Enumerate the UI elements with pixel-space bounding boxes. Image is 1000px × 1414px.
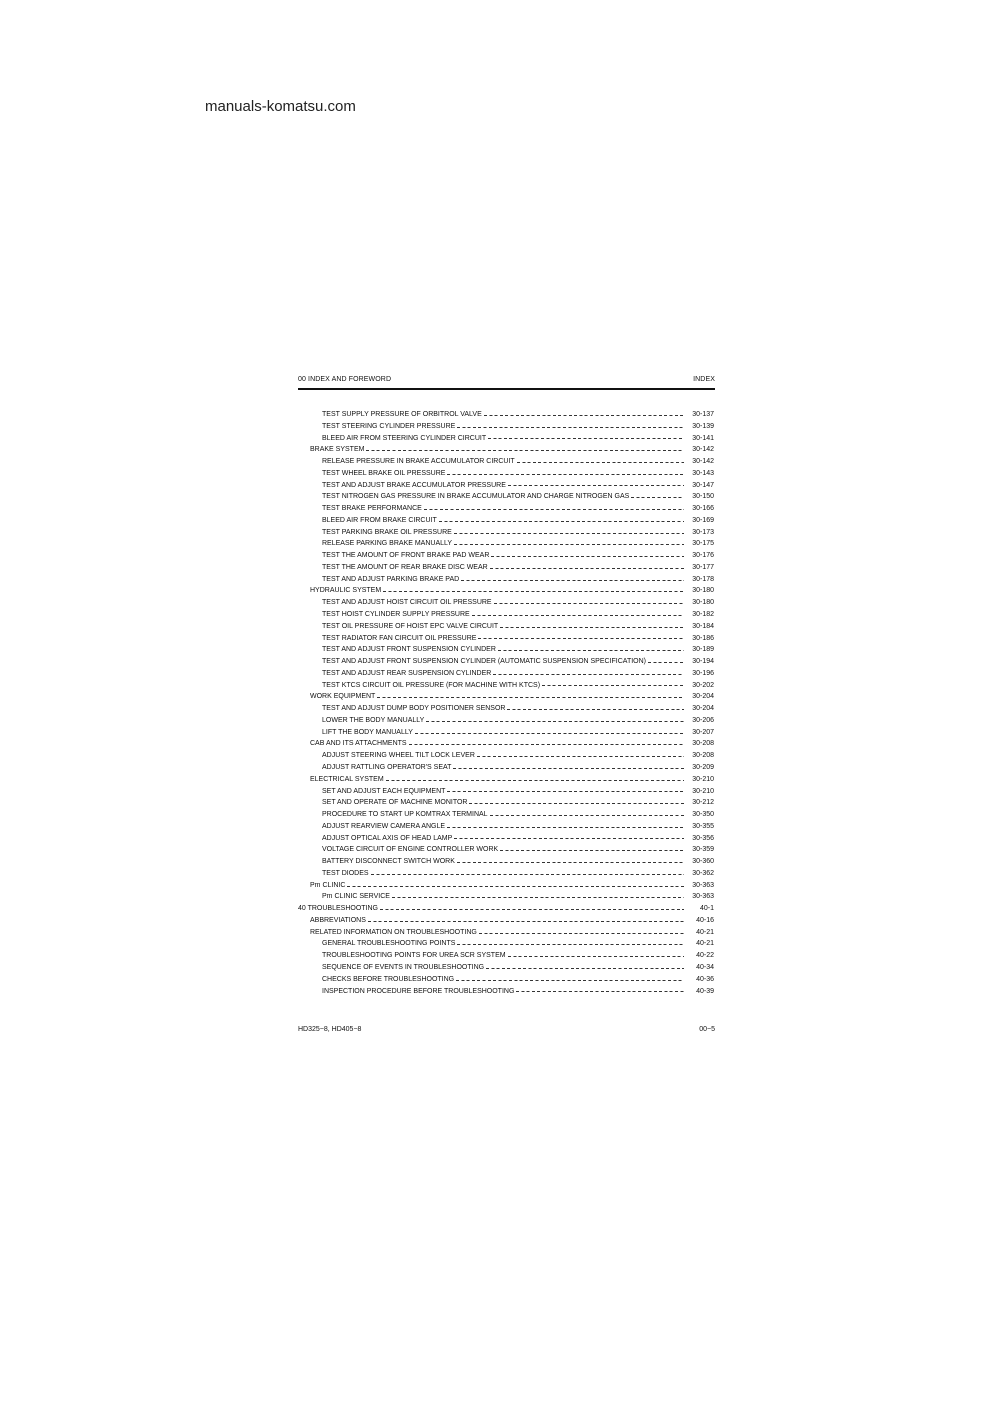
toc-entry-page: 30-208: [692, 740, 714, 748]
toc-entry-page: 40-22: [696, 952, 714, 960]
toc-entry-page: 30-363: [692, 893, 714, 901]
toc-entry[interactable]: [298, 633, 714, 645]
toc-entry-title: TEST HOIST CYLINDER SUPPLY PRESSURE: [322, 611, 470, 619]
toc-entry[interactable]: [298, 538, 714, 550]
toc-entry-page: 30-196: [692, 669, 714, 677]
toc-entry-page: 30-204: [692, 693, 714, 701]
toc-entry-page: 30-359: [692, 846, 714, 854]
dot-leader: [648, 662, 684, 663]
toc-entry-title: TEST THE AMOUNT OF FRONT BRAKE PAD WEAR: [322, 552, 490, 560]
toc-entry-title: TEST STEERING CYLINDER PRESSURE: [322, 422, 456, 430]
toc-entry-title: SET AND ADJUST EACH EQUIPMENT: [322, 787, 446, 795]
toc-entry[interactable]: [298, 738, 714, 750]
toc-entry-page: 30-166: [692, 505, 714, 513]
toc-entry-page: 30-141: [692, 434, 714, 442]
toc-entry-page: 30-207: [692, 728, 714, 736]
dot-leader: [424, 509, 684, 510]
dot-leader: [447, 474, 684, 475]
toc-entry[interactable]: [298, 938, 714, 950]
dot-leader: [477, 756, 684, 757]
toc-entry-title: LOWER THE BODY MANUALLY: [322, 716, 425, 724]
toc-entry-page: 30-180: [692, 587, 714, 595]
toc-entry-title: RELEASE PARKING BRAKE MANUALLY: [322, 540, 453, 548]
toc-entry-title: Pm CLINIC SERVICE: [322, 893, 390, 901]
toc-entry[interactable]: [298, 409, 714, 421]
toc-entry-page: 40-21: [696, 928, 714, 936]
toc-entry[interactable]: [298, 574, 714, 586]
toc-entry-title: TEST AND ADJUST PARKING BRAKE PAD: [322, 575, 460, 583]
dot-leader: [516, 991, 684, 992]
toc-entry-title: TEST AND ADJUST REAR SUSPENSION CYLINDER: [322, 669, 492, 677]
toc-entry-page: 30-143: [692, 469, 714, 477]
toc-entry[interactable]: [298, 750, 714, 762]
toc-entry-page: 40-1: [699, 905, 714, 913]
toc-entry-title: HYDRAULIC SYSTEM: [310, 587, 382, 595]
toc-entry-page: 30-137: [692, 411, 714, 418]
toc-entry[interactable]: [298, 515, 714, 527]
toc-entry-title: SEQUENCE OF EVENTS IN TROUBLESHOOTING: [322, 963, 485, 971]
toc-entry-page: 30-180: [692, 599, 714, 607]
toc-entry-title: TEST THE AMOUNT OF REAR BRAKE DISC WEAR: [322, 563, 488, 571]
dot-leader: [494, 603, 684, 604]
toc-entry-title: TEST BRAKE PERFORMANCE: [322, 505, 422, 513]
toc-entry-page: 30-177: [692, 563, 714, 571]
dot-leader: [479, 933, 684, 934]
toc-entry-page: 40-36: [696, 975, 714, 983]
toc-entry-page: 30-139: [692, 422, 714, 430]
dot-leader: [542, 685, 684, 686]
dot-leader: [447, 791, 684, 792]
toc-entry-title: TEST OIL PRESSURE OF HOIST EPC VALVE CIRCUIT: [322, 622, 499, 630]
toc-entry-page: 30-169: [692, 516, 714, 524]
dot-leader: [484, 415, 684, 416]
toc-entry[interactable]: [298, 797, 714, 809]
toc-entry-title: TEST PARKING BRAKE OIL PRESSURE: [322, 528, 452, 536]
toc-entry-page: 30-176: [692, 552, 714, 560]
toc-entry[interactable]: [298, 456, 714, 468]
header-index-label: INDEX: [693, 376, 715, 383]
toc-entry-title: WORK EQUIPMENT: [310, 693, 376, 701]
toc-entry-page: 30-360: [692, 858, 714, 866]
toc-entry-page: 30-204: [692, 705, 714, 713]
toc-entry-page: 30-355: [692, 822, 714, 830]
toc-entry-title: CHECKS BEFORE TROUBLESHOOTING: [322, 975, 455, 983]
header-rule: [298, 388, 715, 390]
toc-entry[interactable]: [298, 868, 714, 880]
toc-entry[interactable]: [298, 903, 714, 915]
toc-entry-title: CAB AND ITS ATTACHMENTS: [310, 740, 407, 748]
toc-entry-page: 30-350: [692, 811, 714, 819]
table-of-contents: [298, 409, 714, 997]
page-header: [298, 376, 715, 383]
toc-entry-page: 30-362: [692, 869, 714, 877]
toc-entry[interactable]: [298, 727, 714, 739]
toc-entry[interactable]: [298, 444, 714, 456]
toc-entry[interactable]: [298, 421, 714, 433]
header-section-title: 00 INDEX AND FOREWORD: [298, 376, 392, 383]
toc-entry[interactable]: [298, 562, 714, 574]
dot-leader: [366, 450, 684, 451]
toc-entry[interactable]: [298, 621, 714, 633]
toc-entry[interactable]: [298, 691, 714, 703]
dot-leader: [439, 521, 684, 522]
footer-model: HD325−8, HD405−8: [298, 1026, 362, 1033]
toc-entry-title: TEST AND ADJUST BRAKE ACCUMULATOR PRESSURE: [322, 481, 506, 489]
toc-entry[interactable]: [298, 927, 714, 939]
toc-entry[interactable]: [298, 609, 714, 621]
dot-leader: [457, 944, 684, 945]
toc-entry[interactable]: [298, 950, 714, 962]
dot-leader: [377, 697, 684, 698]
toc-entry-page: 40-39: [696, 987, 714, 995]
toc-entry-title: TEST WHEEL BRAKE OIL PRESSURE: [322, 469, 446, 477]
dot-leader: [447, 827, 684, 828]
dot-leader: [371, 874, 684, 875]
toc-entry[interactable]: [298, 680, 714, 692]
toc-entry-page: 30-186: [692, 634, 714, 642]
toc-entry-page: 30-189: [692, 646, 714, 654]
dot-leader: [457, 427, 684, 428]
toc-entry-page: 30-175: [692, 540, 714, 548]
toc-entry[interactable]: [298, 715, 714, 727]
toc-entry-title: 40 TROUBLESHOOTING: [298, 905, 379, 913]
toc-entry-page: 30-150: [692, 493, 714, 501]
toc-entry-title: ADJUST STEERING WHEEL TILT LOCK LEVER: [322, 752, 475, 760]
toc-entry[interactable]: [298, 974, 714, 986]
toc-entry-page: 30-206: [692, 716, 714, 724]
toc-entry-title: BRAKE SYSTEM: [310, 446, 365, 454]
toc-entry[interactable]: [298, 880, 714, 892]
toc-entry-title: SET AND OPERATE OF MACHINE MONITOR: [322, 799, 468, 807]
toc-entry[interactable]: [298, 550, 714, 562]
toc-entry-page: 30-363: [692, 881, 714, 889]
dot-leader: [415, 733, 684, 734]
dot-leader: [508, 956, 684, 957]
toc-entry-page: 30-142: [692, 458, 714, 466]
toc-entry-title: GENERAL TROUBLESHOOTING POINTS: [322, 940, 456, 948]
dot-leader: [490, 568, 684, 569]
toc-entry-title: VOLTAGE CIRCUIT OF ENGINE CONTROLLER WORK: [322, 846, 499, 854]
dot-leader: [508, 485, 684, 486]
toc-entry-title: RELATED INFORMATION ON TROUBLESHOOTING: [310, 928, 477, 936]
toc-entry-title: BATTERY DISCONNECT SWITCH WORK: [322, 858, 455, 866]
toc-entry[interactable]: [298, 962, 714, 974]
dot-leader: [456, 980, 684, 981]
toc-entry-title: ADJUST REARVIEW CAMERA ANGLE: [322, 822, 446, 830]
toc-entry-title: BLEED AIR FROM STEERING CYLINDER CIRCUIT: [322, 434, 487, 442]
toc-entry-title: TEST SUPPLY PRESSURE OF ORBITROL VALVE: [322, 411, 482, 418]
toc-entry[interactable]: [298, 656, 714, 668]
toc-entry-page: 30-209: [692, 763, 714, 771]
dot-leader: [454, 533, 684, 534]
dot-leader: [517, 462, 684, 463]
toc-entry[interactable]: [298, 644, 714, 656]
dot-leader: [486, 968, 684, 969]
toc-entry-page: 30-142: [692, 446, 714, 454]
toc-entry[interactable]: [298, 786, 714, 798]
toc-entry-title: ABBREVIATIONS: [310, 916, 366, 924]
toc-entry[interactable]: [298, 433, 714, 445]
toc-entry[interactable]: [298, 915, 714, 927]
footer-page-number: 00−5: [699, 1026, 715, 1033]
toc-entry-page: 40-21: [696, 940, 714, 948]
toc-entry[interactable]: [298, 703, 714, 715]
dot-leader: [454, 544, 684, 545]
toc-entry-title: TEST AND ADJUST FRONT SUSPENSION CYLINDER (AUTOMATIC SUSPENSION SPECIFICATION): [322, 658, 646, 666]
toc-entry-title: TEST DIODES: [322, 869, 369, 877]
toc-entry-page: 30-212: [692, 799, 714, 807]
toc-entry-title: TEST AND ADJUST DUMP BODY POSITIONER SENSOR: [322, 705, 506, 713]
dot-leader: [498, 650, 684, 651]
dot-leader: [426, 721, 684, 722]
toc-entry[interactable]: [298, 527, 714, 539]
dot-leader: [478, 638, 684, 639]
dot-leader: [493, 674, 684, 675]
toc-entry[interactable]: [298, 833, 714, 845]
toc-entry[interactable]: [298, 668, 714, 680]
dot-leader: [491, 556, 684, 557]
toc-entry[interactable]: [298, 597, 714, 609]
toc-entry-title: TEST KTCS CIRCUIT OIL PRESSURE (FOR MACHINE WITH KTCS): [322, 681, 541, 689]
dot-leader: [461, 580, 684, 581]
toc-entry-title: Pm CLINIC: [310, 881, 346, 889]
page-footer: [298, 1026, 715, 1033]
toc-entry-title: PROCEDURE TO START UP KOMTRAX TERMINAL: [322, 811, 488, 819]
toc-entry[interactable]: [298, 468, 714, 480]
toc-entry[interactable]: [298, 774, 714, 786]
watermark-text: manuals-komatsu.com: [205, 98, 356, 115]
toc-entry-title: INSPECTION PROCEDURE BEFORE TROUBLESHOOTING: [322, 987, 515, 995]
toc-entry-page: 30-184: [692, 622, 714, 630]
dot-leader: [383, 591, 684, 592]
toc-entry[interactable]: [298, 891, 714, 903]
toc-entry-title: ADJUST RATTLING OPERATOR'S SEAT: [322, 763, 452, 771]
dot-leader: [500, 850, 684, 851]
toc-entry-title: ADJUST OPTICAL AXIS OF HEAD LAMP: [322, 834, 453, 842]
toc-entry-title: RELEASE PRESSURE IN BRAKE ACCUMULATOR CIRCUIT: [322, 458, 515, 466]
toc-entry[interactable]: [298, 491, 714, 503]
toc-entry[interactable]: [298, 762, 714, 774]
dot-leader: [347, 886, 684, 887]
toc-entry-title: LIFT THE BODY MANUALLY: [322, 728, 413, 736]
toc-entry[interactable]: [298, 585, 714, 597]
toc-entry-page: 30-173: [692, 528, 714, 536]
dot-leader: [490, 815, 684, 816]
toc-entry[interactable]: [298, 809, 714, 821]
toc-entry-page: 40-16: [696, 916, 714, 924]
toc-entry[interactable]: [298, 844, 714, 856]
dot-leader: [500, 627, 684, 628]
toc-entry-page: 30-210: [692, 775, 714, 783]
toc-entry-title: TEST AND ADJUST HOIST CIRCUIT OIL PRESSURE: [322, 599, 492, 607]
dot-leader: [631, 497, 684, 498]
toc-entry-page: 30-356: [692, 834, 714, 842]
toc-entry[interactable]: [298, 821, 714, 833]
dot-leader: [469, 803, 684, 804]
toc-entry[interactable]: [298, 480, 714, 492]
toc-entry-title: TROUBLESHOOTING POINTS FOR UREA SCR SYSTEM: [322, 952, 506, 960]
dot-leader: [386, 780, 684, 781]
dot-leader: [472, 615, 684, 616]
toc-entry[interactable]: [298, 986, 714, 998]
dot-leader: [409, 744, 684, 745]
dot-leader: [453, 768, 684, 769]
dot-leader: [380, 909, 684, 910]
toc-entry-page: 30-210: [692, 787, 714, 795]
toc-entry-page: 30-202: [692, 681, 714, 689]
dot-leader: [488, 438, 684, 439]
toc-entry-page: 30-147: [692, 481, 714, 489]
toc-entry-page: 30-194: [692, 658, 714, 666]
toc-entry[interactable]: [298, 856, 714, 868]
toc-entry-page: 40-34: [696, 963, 714, 971]
toc-entry-title: TEST RADIATOR FAN CIRCUIT OIL PRESSURE: [322, 634, 477, 642]
dot-leader: [507, 709, 684, 710]
toc-entry-title: ELECTRICAL SYSTEM: [310, 775, 384, 783]
toc-entry-title: BLEED AIR FROM BRAKE CIRCUIT: [322, 516, 437, 524]
toc-entry-page: 30-178: [692, 575, 714, 583]
toc-entry-page: 30-208: [692, 752, 714, 760]
toc-entry-title: TEST AND ADJUST FRONT SUSPENSION CYLINDER: [322, 646, 496, 654]
dot-leader: [368, 921, 684, 922]
dot-leader: [392, 897, 684, 898]
dot-leader: [454, 838, 684, 839]
dot-leader: [457, 862, 684, 863]
toc-entry-page: 30-182: [692, 611, 714, 619]
toc-entry[interactable]: [298, 503, 714, 515]
toc-entry-title: TEST NITROGEN GAS PRESSURE IN BRAKE ACCUMULATOR AND CHARGE NITROGEN GAS: [322, 493, 630, 501]
